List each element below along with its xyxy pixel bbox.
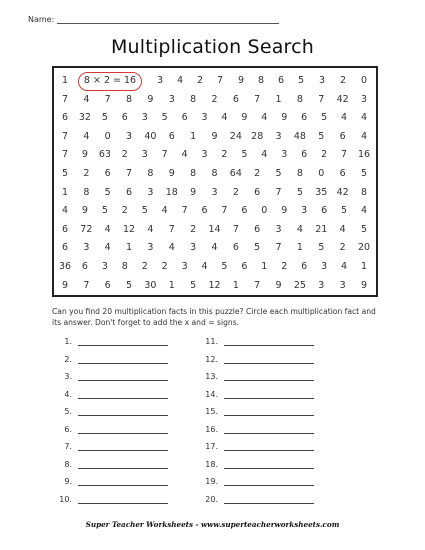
grid-cell[interactable]: 2	[196, 75, 204, 86]
grid-cell[interactable]: 9	[237, 75, 245, 86]
grid-cell[interactable]: 4	[104, 223, 111, 235]
grid-cell[interactable]: 4	[296, 223, 303, 235]
grid-cell[interactable]: 5	[141, 205, 148, 217]
answer-item	[196, 441, 314, 457]
grid-cell[interactable]: 6	[104, 168, 111, 179]
grid-cell[interactable]: 3	[318, 279, 325, 291]
grid-cell[interactable]: 4	[360, 130, 368, 142]
answer-line[interactable]	[78, 354, 168, 364]
grid-cell[interactable]: 2	[121, 149, 128, 161]
grid-cell[interactable]: 8	[83, 186, 90, 198]
grid-cell[interactable]: 7	[318, 93, 325, 105]
answer-item	[196, 494, 314, 510]
grid-cell[interactable]: 4	[104, 242, 111, 254]
grid-cell[interactable]: 8	[147, 168, 154, 179]
grid-cell[interactable]: 4	[61, 205, 69, 217]
answer-line[interactable]	[78, 336, 168, 346]
grid-cell[interactable]: 0	[104, 130, 111, 142]
answer-number: 17.	[205, 442, 218, 451]
answer-number: 7.	[64, 442, 72, 451]
grid-cell[interactable]: 2	[339, 75, 347, 86]
grid-cell[interactable]: 3	[301, 205, 308, 217]
grid-cell[interactable]: 8	[126, 93, 133, 105]
grid-cell[interactable]: 7	[61, 130, 69, 142]
answer-item	[196, 424, 314, 440]
answer-number: 11.	[205, 337, 218, 346]
grid-cell[interactable]: 2	[281, 261, 288, 272]
answer-line[interactable]	[224, 406, 314, 416]
grid-cell[interactable]: 3	[339, 279, 346, 291]
grid-cell[interactable]: 4	[201, 261, 208, 272]
grid-cell[interactable]: 40	[144, 130, 157, 142]
grid-cell[interactable]: 7	[83, 279, 90, 291]
grid-cell[interactable]: 8	[360, 186, 368, 198]
grid-cell[interactable]: 2	[190, 223, 197, 235]
answer-line[interactable]	[224, 389, 314, 399]
grid-cell[interactable]: 6	[339, 168, 346, 179]
grid-cell[interactable]: 5	[241, 149, 248, 161]
grid-cell[interactable]: 6	[241, 261, 248, 272]
grid-row	[54, 277, 376, 295]
grid-cell[interactable]: 30	[144, 279, 157, 291]
answer-line[interactable]	[78, 406, 168, 416]
grid-cell[interactable]: 9	[241, 112, 248, 124]
grid-cell[interactable]: 5	[61, 168, 69, 179]
grid-cell[interactable]: 63	[98, 149, 111, 161]
grid-cell[interactable]: 5	[296, 186, 303, 198]
grid-cell[interactable]: 42	[336, 93, 349, 105]
answer-line[interactable]	[78, 424, 168, 434]
grid-cell[interactable]: 36	[58, 261, 72, 272]
grid-cell[interactable]: 7	[275, 242, 282, 254]
grid-cell[interactable]: 9	[81, 205, 88, 217]
grid-cell[interactable]: 8	[121, 261, 128, 272]
grid-cell[interactable]: 0	[261, 205, 268, 217]
answer-number: 18.	[205, 459, 218, 469]
grid-cell[interactable]: 5	[297, 75, 305, 86]
answer-number: 1.	[64, 337, 72, 346]
answer-item	[196, 406, 314, 422]
answer-item	[196, 336, 314, 352]
answer-item	[50, 406, 168, 422]
grid-cell[interactable]: 6	[241, 205, 248, 217]
grid-cell[interactable]: 9	[281, 112, 288, 124]
grid-cell[interactable]: 3	[141, 149, 148, 161]
grid-cell[interactable]: 5	[360, 223, 368, 235]
grid-cell[interactable]: 12	[208, 279, 221, 291]
grid-cell[interactable]: 8	[190, 93, 197, 105]
answer-number: 13.	[205, 372, 218, 381]
footer-credit: Super Teacher Worksheets - www.superteacherworksheets.com	[85, 520, 340, 529]
answer-number: 14.	[205, 389, 218, 399]
grid-cell[interactable]: 4	[341, 112, 348, 124]
grid-row	[54, 221, 376, 239]
answer-line[interactable]	[224, 476, 314, 486]
grid-cell[interactable]: 5	[221, 261, 228, 272]
grid-cell[interactable]: 8	[211, 168, 218, 179]
grid-row	[54, 128, 376, 146]
grid-row	[54, 165, 376, 183]
grid-cell[interactable]: 3	[318, 75, 326, 86]
grid-cell[interactable]: 8	[296, 168, 303, 179]
answer-line[interactable]	[78, 494, 168, 504]
answer-item	[50, 354, 168, 370]
grid-cell[interactable]: 1	[360, 261, 368, 272]
grid-cell[interactable]: 5	[101, 205, 108, 217]
grid-cell[interactable]: 4	[341, 261, 348, 272]
grid-cell[interactable]: 5	[101, 112, 108, 124]
grid-cell[interactable]: 24	[229, 130, 242, 142]
grid-cell[interactable]: 6	[81, 261, 88, 272]
answer-line[interactable]	[78, 459, 168, 469]
grid-row	[54, 202, 376, 220]
grid-cell[interactable]: 6	[126, 186, 133, 198]
grid-cell[interactable]: 1	[168, 279, 175, 291]
grid-cell[interactable]: 1	[190, 130, 197, 142]
grid-cell[interactable]: 4	[181, 149, 188, 161]
grid-cell[interactable]: 3	[360, 93, 368, 105]
grid-cell[interactable]: 4	[161, 205, 168, 217]
grid-cell[interactable]: 2	[121, 205, 128, 217]
grid-cell[interactable]: 1	[126, 242, 133, 254]
grid-cell[interactable]: 6	[168, 130, 175, 142]
answer-number: 4.	[64, 389, 72, 399]
answer-item	[196, 476, 314, 492]
answer-list	[0, 336, 425, 516]
grid-cell[interactable]: 3	[83, 242, 90, 254]
answer-number: 12.	[205, 354, 218, 364]
grid-cell[interactable]: 7	[232, 223, 239, 235]
grid-cell[interactable]: 6	[232, 242, 239, 254]
grid-cell[interactable]: 5	[190, 279, 197, 291]
grid-cell[interactable]: 1	[261, 261, 268, 272]
grid-cell[interactable]: 5	[104, 186, 111, 198]
grid-cell[interactable]: 14	[208, 223, 221, 235]
grid-cell[interactable]: 6	[121, 112, 128, 124]
answer-number: 5.	[64, 407, 72, 416]
grid-cell[interactable]: 8	[296, 93, 303, 105]
grid-cell[interactable]: 5	[275, 168, 282, 179]
grid-cell[interactable]: 8	[190, 168, 197, 179]
grid-cell[interactable]: 64	[229, 168, 242, 179]
answer-number: 20.	[205, 494, 218, 504]
grid-cell[interactable]: 4	[221, 112, 228, 124]
grid-cell[interactable]: 3	[126, 130, 133, 142]
grid-cell[interactable]: 7	[254, 279, 261, 291]
example-answer-circle: 8 × 2 = 16	[78, 72, 142, 91]
name-field-row	[28, 14, 279, 24]
grid-cell[interactable]: 6	[61, 223, 69, 235]
answer-line[interactable]	[224, 441, 314, 451]
grid-cell[interactable]: 35	[315, 186, 328, 198]
grid-cell[interactable]: 6	[104, 279, 111, 291]
grid-cell[interactable]: 9	[211, 130, 218, 142]
answer-item	[50, 476, 168, 492]
answer-item	[50, 336, 168, 352]
grid-cell[interactable]: 6	[181, 112, 188, 124]
grid-cell[interactable]: 9	[81, 149, 88, 161]
grid-cell[interactable]: 6	[301, 149, 308, 161]
grid-cell[interactable]: 3	[168, 93, 175, 105]
grid-cell[interactable]: 0	[360, 75, 368, 86]
grid-cell[interactable]: 3	[281, 149, 288, 161]
grid-cell[interactable]: 6	[201, 205, 208, 217]
grid-cell[interactable]: 5	[360, 168, 368, 179]
answer-line[interactable]	[78, 441, 168, 451]
grid-cell[interactable]: 6	[61, 242, 69, 254]
grid-cell[interactable]: 5	[321, 112, 328, 124]
grid-row	[54, 184, 376, 202]
grid-cell[interactable]: 48	[293, 130, 306, 142]
answer-line[interactable]	[224, 494, 314, 504]
grid-cell[interactable]: 4	[339, 223, 346, 235]
grid-row	[54, 91, 376, 109]
grid-cell[interactable]: 6	[321, 205, 328, 217]
answer-number: 6.	[64, 424, 72, 434]
grid-cell[interactable]: 1	[61, 186, 69, 198]
grid-cell[interactable]: 2	[232, 186, 239, 198]
grid-cell[interactable]: 3	[190, 242, 197, 254]
grid-row	[54, 239, 376, 257]
grid-cell[interactable]: 5	[161, 112, 168, 124]
grid-cell[interactable]: 3	[211, 186, 218, 198]
grid-cell[interactable]: 0	[318, 168, 325, 179]
grid-cell[interactable]: 7	[126, 168, 133, 179]
grid-cell[interactable]: 7	[216, 75, 224, 86]
answer-number: 15.	[205, 407, 218, 416]
grid-cell[interactable]: 4	[261, 149, 268, 161]
grid-cell[interactable]: 7	[275, 186, 282, 198]
grid-cell[interactable]: 9	[168, 168, 175, 179]
grid-cell[interactable]: 7	[181, 205, 188, 217]
grid-cell[interactable]: 32	[78, 112, 91, 124]
grid-cell[interactable]: 4	[176, 75, 184, 86]
answer-number: 19.	[205, 477, 218, 486]
grid-cell[interactable]: 7	[168, 223, 175, 235]
grid-cell[interactable]: 4	[360, 112, 368, 124]
answer-line[interactable]	[224, 354, 314, 364]
answer-line[interactable]	[78, 476, 168, 486]
grid-cell[interactable]: 4	[83, 93, 90, 105]
grid-cell[interactable]: 3	[147, 186, 154, 198]
name-label: Name:	[28, 15, 55, 24]
grid-cell[interactable]: 2	[339, 242, 346, 254]
grid-cell[interactable]: 5	[341, 205, 348, 217]
answer-number: 2.	[64, 354, 72, 364]
grid-cell[interactable]: 2	[221, 149, 228, 161]
grid-cell[interactable]: 12	[123, 223, 136, 235]
answer-line[interactable]	[224, 371, 314, 381]
number-grid	[52, 66, 378, 297]
answer-number: 8.	[64, 459, 72, 469]
answer-item	[50, 441, 168, 457]
grid-cell[interactable]: 3	[181, 261, 188, 272]
grid-cell[interactable]: 7	[341, 149, 348, 161]
grid-row	[54, 258, 376, 276]
grid-cell[interactable]: 42	[336, 186, 349, 198]
grid-cell[interactable]: 6	[254, 223, 261, 235]
grid-cell[interactable]: 2	[321, 149, 328, 161]
grid-cell[interactable]: 6	[339, 130, 346, 142]
grid-cell[interactable]: 7	[254, 93, 261, 105]
grid-cell[interactable]: 8	[257, 75, 265, 86]
answer-item	[196, 371, 314, 387]
grid-cell[interactable]: 5	[318, 242, 325, 254]
grid-cell[interactable]: 16	[357, 149, 371, 161]
grid-cell[interactable]: 3	[275, 223, 282, 235]
answer-line[interactable]	[78, 371, 168, 381]
grid-cell[interactable]: 25	[293, 279, 306, 291]
grid-cell[interactable]: 1	[232, 279, 239, 291]
grid-cell[interactable]: 7	[61, 149, 69, 161]
grid-cell[interactable]: 3	[101, 261, 108, 272]
answer-item	[50, 389, 168, 405]
grid-cell[interactable]: 4	[168, 242, 175, 254]
grid-cell[interactable]: 3	[156, 75, 164, 86]
grid-cell[interactable]: 9	[281, 205, 288, 217]
answer-item	[196, 354, 314, 370]
name-line[interactable]	[57, 14, 279, 24]
answer-item	[50, 494, 168, 510]
answer-item	[50, 371, 168, 387]
answer-item	[196, 389, 314, 405]
answer-line[interactable]	[78, 389, 168, 399]
answer-line[interactable]	[224, 424, 314, 434]
grid-cell[interactable]: 3	[147, 242, 154, 254]
grid-cell[interactable]: 4	[147, 223, 154, 235]
grid-cell[interactable]: 2	[211, 93, 218, 105]
grid-cell[interactable]: 2	[141, 261, 148, 272]
answer-number: 3.	[64, 372, 72, 381]
grid-row	[54, 72, 376, 90]
grid-cell[interactable]: 9	[190, 186, 197, 198]
grid-cell[interactable]: 1	[61, 75, 69, 86]
grid-cell[interactable]: 3	[275, 130, 282, 142]
grid-cell[interactable]: 21	[315, 223, 328, 235]
grid-cell[interactable]: 6	[277, 75, 285, 86]
grid-cell[interactable]: 1	[275, 93, 282, 105]
grid-cell[interactable]: 2	[161, 261, 168, 272]
answer-line[interactable]	[224, 336, 314, 346]
grid-cell[interactable]: 7	[221, 205, 228, 217]
answer-item	[196, 459, 314, 475]
answer-number: 10.	[59, 494, 72, 504]
grid-cell[interactable]: 7	[161, 149, 168, 161]
grid-cell[interactable]: 20	[357, 242, 371, 254]
grid-cell[interactable]: 4	[261, 112, 268, 124]
grid-cell[interactable]: 6	[232, 93, 239, 105]
grid-cell[interactable]: 3	[201, 149, 208, 161]
grid-cell[interactable]: 7	[61, 93, 69, 105]
grid-cell[interactable]: 2	[254, 168, 261, 179]
grid-cell[interactable]: 4	[83, 130, 90, 142]
grid-cell[interactable]: 28	[251, 130, 264, 142]
grid-cell[interactable]: 9	[275, 279, 282, 291]
grid-cell[interactable]: 72	[80, 223, 93, 235]
grid-cell[interactable]: 9	[61, 279, 69, 291]
grid-cell[interactable]: 1	[296, 242, 303, 254]
grid-cell[interactable]: 6	[254, 186, 261, 198]
answer-line[interactable]	[224, 459, 314, 469]
grid-cell[interactable]: 4	[211, 242, 218, 254]
grid-cell[interactable]: 6	[301, 112, 308, 124]
instructions: Can you find 20 multiplication facts in this puzzle? Circle each multiplication fact and its answer. Don't forget to add the x and = signs.	[52, 307, 376, 327]
grid-cell[interactable]: 18	[165, 186, 178, 198]
answer-number: 9.	[64, 477, 72, 486]
grid-cell[interactable]: 5	[318, 130, 325, 142]
grid-cell[interactable]: 7	[104, 93, 111, 105]
grid-cell[interactable]: 9	[147, 93, 154, 105]
grid-cell[interactable]: 3	[321, 261, 328, 272]
grid-row	[54, 109, 376, 127]
grid-cell[interactable]: 2	[83, 168, 90, 179]
grid-cell[interactable]: 4	[360, 205, 368, 217]
answer-item	[50, 424, 168, 440]
page-title: Multiplication Search	[110, 36, 315, 58]
grid-cell[interactable]: 6	[301, 261, 308, 272]
grid-row	[54, 146, 376, 164]
grid-cell[interactable]: 5	[254, 242, 261, 254]
grid-cell[interactable]: 3	[141, 112, 148, 124]
answer-item	[50, 459, 168, 475]
grid-cell[interactable]: 6	[61, 112, 69, 124]
answer-number: 16.	[205, 424, 218, 434]
grid-cell[interactable]: 9	[360, 279, 368, 291]
grid-cell[interactable]: 5	[126, 279, 133, 291]
grid-cell[interactable]: 3	[201, 112, 208, 124]
